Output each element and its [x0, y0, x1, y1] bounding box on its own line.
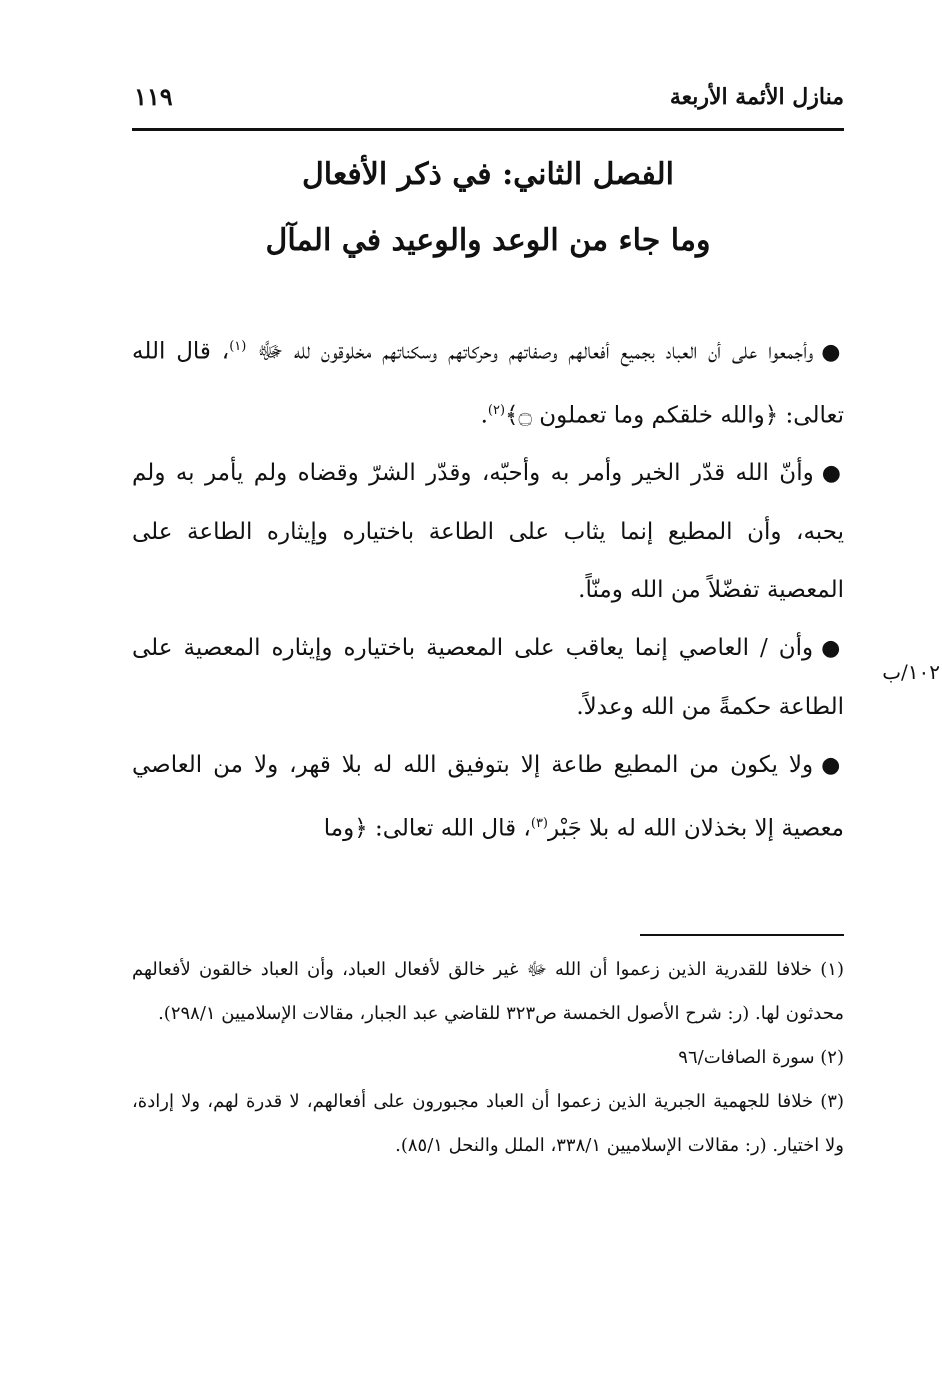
- header-rule: [132, 128, 844, 131]
- footnote-ref-2: (٢): [487, 402, 506, 418]
- footnotes: [132, 948, 844, 1168]
- footnote-3: (٣) خلافا للجهمية الجبرية الذين زعموا أن العباد مجبورون على أفعالهم، لا قدرة لهم، ولا إرادة، ولا اختيار. (ر: مقالات الإسلاميين ٣٣٨/١، الملل والنحل ٨٥/١).: [132, 1091, 844, 1156]
- paragraph-2: [132, 444, 844, 619]
- paragraph-1-quote: ، قال الله تعالى: ﴿والله خلقكم وما تعملون ۝﴾: [132, 338, 844, 429]
- running-title: منازل الأئمة الأربعة: [669, 84, 844, 110]
- footnote-rule: [640, 934, 844, 936]
- paragraph-1-end: .: [480, 402, 488, 429]
- footnote-ref-1: (١): [229, 339, 247, 354]
- bullet-icon: ●: [821, 636, 844, 662]
- chapter-title-line-2: وما جاء من الوعد والوعيد في المآل: [265, 223, 711, 258]
- chapter-title-line-1: الفصل الثاني: في ذكر الأفعال: [302, 157, 674, 192]
- paragraph-4-text: ولا يكون من المطيع طاعة إلا بتوفيق الله له بلا قهر، ولا من العاصي معصية إلا بخذلان الله له بلا جَبْر: [132, 752, 844, 842]
- paragraph-4-quote: ، قال الله تعالى: ﴿وما: [323, 815, 531, 842]
- paragraph-3: [132, 619, 844, 736]
- bullet-icon: ●: [821, 753, 845, 779]
- page-number: ١١٩: [134, 82, 173, 111]
- page-header: [132, 78, 844, 128]
- chapter-title: [132, 142, 844, 274]
- paragraph-4: [132, 736, 844, 858]
- manuscript-folio-note: ١٠٢/ب: [882, 660, 940, 684]
- paragraph-1: [132, 318, 844, 444]
- paragraph-3-text: وأن / العاصي إنما يعاقب على المعصية باختياره وإيثاره المعصية على الطاعة حكمةً من الله وعدلاً.: [132, 635, 844, 721]
- footnote-2: (٢) سورة الصافات/٩٦: [678, 1047, 844, 1068]
- body-text: [132, 318, 844, 858]
- bullet-icon: ●: [821, 339, 845, 365]
- footnote-1: (١) خلافا للقدرية الذين زعموا أن الله ﷻ غير خالق لأفعال العباد، وأن العباد خالقون لأفعالهم محدثون لها. (ر: شرح الأصول الخمسة ص٣٢٣ للقاضي عبد الجبار، مقالات الإسلاميين ٢٩٨/١).: [132, 959, 844, 1024]
- paragraph-2-text: وأنّ الله قدّر الخير وأمر به وأحبّه، وقدّر الشرّ وقضاه ولم يأمر به ولم يحبه، وأن المطيع إنما يثاب على الطاعة باختياره وإيثاره الطاعة على المعصية تفضّلاً من الله ومنّاً.: [132, 460, 844, 604]
- bullet-icon: ●: [821, 461, 844, 487]
- paragraph-1-text: وأجمعوا على أن العباد بجميع أفعالهم وصفاتهم وحركاتهم وسكناتهم مخلوقون لله ﷻ: [257, 338, 814, 365]
- footnote-ref-3: (٣): [530, 816, 548, 832]
